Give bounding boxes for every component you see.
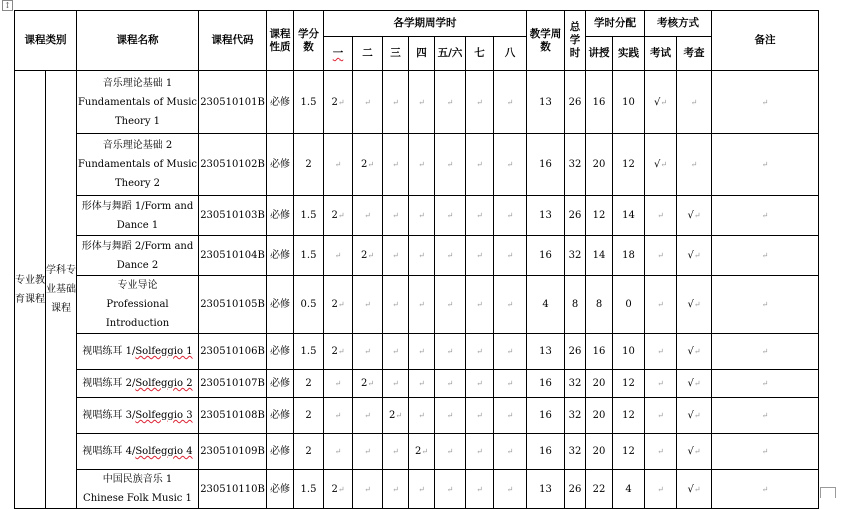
- teaching-weeks-cell: 16: [527, 434, 565, 470]
- semester-hours-cell: ↵: [466, 276, 494, 334]
- semester-hours-cell: ↵: [494, 276, 527, 334]
- check-cell: √↵: [677, 334, 712, 370]
- credits-cell: 1.5: [294, 470, 324, 509]
- header-assessment: 考核方式: [645, 11, 712, 37]
- header-hours-split: 学时分配: [586, 11, 645, 37]
- semester-hours-cell: ↵: [435, 370, 466, 398]
- check-cell: ↵: [677, 71, 712, 134]
- semester-hours-cell: ↵: [435, 134, 466, 196]
- semester-hours-cell: ↵: [435, 236, 466, 276]
- credits-cell: 1.5: [294, 71, 324, 134]
- semester-hours-cell: ↵: [409, 370, 435, 398]
- semester-hours-cell: ↵: [383, 236, 409, 276]
- remarks-cell: ↵: [712, 398, 819, 434]
- exam-cell: ↵: [645, 334, 677, 370]
- header-practice: 实践: [613, 37, 645, 71]
- semester-hours-cell: ↵: [466, 134, 494, 196]
- total-hours-cell: 32: [565, 370, 586, 398]
- semester-hours-cell: 2↵: [383, 398, 409, 434]
- semester-hours-cell: ↵: [353, 398, 383, 434]
- semester-hours-cell: ↵: [383, 434, 409, 470]
- semester-hours-cell: 2↵: [324, 470, 353, 509]
- semester-hours-cell: ↵: [409, 470, 435, 509]
- check-cell: √↵: [677, 370, 712, 398]
- semester-hours-cell: 2↵: [324, 71, 353, 134]
- total-hours-cell: 32: [565, 434, 586, 470]
- semester-hours-cell: ↵: [435, 71, 466, 134]
- semester-hours-cell: ↵: [466, 398, 494, 434]
- remarks-cell: ↵: [712, 434, 819, 470]
- exam-cell: ↵: [645, 370, 677, 398]
- lecture-hours-cell: 16: [586, 334, 613, 370]
- credits-cell: 0.5: [294, 276, 324, 334]
- exam-cell: ↵: [645, 276, 677, 334]
- semester-hours-cell: ↵: [494, 370, 527, 398]
- header-exam: 考试: [645, 37, 677, 71]
- course-name-cell: 视唱练耳 1/Solfeggio 1: [77, 334, 199, 370]
- header-lecture: 讲授: [586, 37, 613, 71]
- course-name-cell: 视唱练耳 4/Solfeggio 4: [77, 434, 199, 470]
- header-semester-3: 三: [383, 37, 409, 71]
- semester-hours-cell: ↵: [435, 434, 466, 470]
- teaching-weeks-cell: 16: [527, 236, 565, 276]
- lecture-hours-cell: 20: [586, 434, 613, 470]
- remarks-cell: ↵: [712, 334, 819, 370]
- semester-hours-cell: ↵: [466, 434, 494, 470]
- page-corner-mark: [820, 487, 836, 498]
- anchor-icon[interactable]: ↕: [2, 0, 13, 11]
- semester-hours-cell: ↵: [324, 370, 353, 398]
- curriculum-table: [14, 10, 819, 509]
- header-semester-5-6: 五/六: [435, 37, 466, 71]
- teaching-weeks-cell: 13: [527, 71, 565, 134]
- teaching-weeks-cell: 4: [527, 276, 565, 334]
- practice-hours-cell: 12: [613, 370, 645, 398]
- lecture-hours-cell: 22: [586, 470, 613, 509]
- practice-hours-cell: 4: [613, 470, 645, 509]
- course-code-cell: 230510107B: [199, 370, 267, 398]
- teaching-weeks-cell: 13: [527, 334, 565, 370]
- semester-hours-cell: ↵: [324, 398, 353, 434]
- semester-hours-cell: ↵: [383, 196, 409, 236]
- semester-hours-cell: ↵: [466, 334, 494, 370]
- table-row: [15, 196, 819, 236]
- total-hours-cell: 26: [565, 334, 586, 370]
- total-hours-cell: 26: [565, 196, 586, 236]
- credits-cell: 2: [294, 398, 324, 434]
- header-course-type: 课程性质: [267, 11, 294, 71]
- credits-cell: 2: [294, 134, 324, 196]
- lecture-hours-cell: 20: [586, 398, 613, 434]
- course-code-cell: 230510104B: [199, 236, 267, 276]
- course-type-cell: 必修: [267, 398, 294, 434]
- semester-hours-cell: ↵: [494, 236, 527, 276]
- course-code-cell: 230510102B: [199, 134, 267, 196]
- practice-hours-cell: 18: [613, 236, 645, 276]
- semester-hours-cell: ↵: [353, 470, 383, 509]
- semester-hours-cell: 2↵: [353, 236, 383, 276]
- semester-hours-cell: ↵: [466, 71, 494, 134]
- semester-hours-cell: ↵: [383, 470, 409, 509]
- header-teaching-weeks: 教学周数: [527, 11, 565, 71]
- teaching-weeks-cell: 13: [527, 470, 565, 509]
- semester-hours-cell: ↵: [409, 276, 435, 334]
- exam-cell: ↵: [645, 236, 677, 276]
- header-total-hours: 总学时: [565, 11, 586, 71]
- table-row: [15, 276, 819, 334]
- table-row: [15, 370, 819, 398]
- semester-hours-cell: ↵: [494, 434, 527, 470]
- semester-hours-cell: ↵: [494, 334, 527, 370]
- remarks-cell: ↵: [712, 236, 819, 276]
- course-name-cell: 专业导论 Professional Introduction: [77, 276, 199, 334]
- semester-hours-cell: ↵: [494, 134, 527, 196]
- header-check: 考查: [677, 37, 712, 71]
- remarks-cell: ↵: [712, 470, 819, 509]
- lecture-hours-cell: 14: [586, 236, 613, 276]
- table-row: [15, 236, 819, 276]
- header-semester-1: 一: [324, 37, 353, 71]
- exam-cell: √↵: [645, 71, 677, 134]
- total-hours-cell: 32: [565, 134, 586, 196]
- check-cell: √↵: [677, 470, 712, 509]
- exam-cell: ↵: [645, 398, 677, 434]
- course-code-cell: 230510103B: [199, 196, 267, 236]
- check-cell: ↵: [677, 134, 712, 196]
- semester-hours-cell: ↵: [435, 334, 466, 370]
- practice-hours-cell: 0: [613, 276, 645, 334]
- credits-cell: 2: [294, 434, 324, 470]
- semester-hours-cell: 2↵: [324, 196, 353, 236]
- credits-cell: 1.5: [294, 334, 324, 370]
- semester-hours-cell: ↵: [494, 398, 527, 434]
- semester-hours-cell: ↵: [409, 196, 435, 236]
- semester-hours-cell: ↵: [435, 470, 466, 509]
- header-semester-2: 二: [353, 37, 383, 71]
- exam-cell: √↵: [645, 134, 677, 196]
- semester-hours-cell: ↵: [353, 334, 383, 370]
- semester-hours-cell: ↵: [383, 334, 409, 370]
- header-course-code: 课程代码: [199, 11, 267, 71]
- header-semester-4: 四: [409, 37, 435, 71]
- semester-hours-cell: ↵: [466, 196, 494, 236]
- semester-hours-cell: ↵: [383, 71, 409, 134]
- course-type-cell: 必修: [267, 334, 294, 370]
- course-code-cell: 230510110B: [199, 470, 267, 509]
- semester-hours-cell: 2↵: [353, 370, 383, 398]
- semester-hours-cell: ↵: [383, 134, 409, 196]
- teaching-weeks-cell: 16: [527, 134, 565, 196]
- check-cell: √↵: [677, 434, 712, 470]
- table-row: [15, 434, 819, 470]
- course-code-cell: 230510105B: [199, 276, 267, 334]
- remarks-cell: ↵: [712, 276, 819, 334]
- practice-hours-cell: 12: [613, 398, 645, 434]
- course-code-cell: 230510101B: [199, 71, 267, 134]
- semester-hours-cell: ↵: [324, 134, 353, 196]
- course-type-cell: 必修: [267, 134, 294, 196]
- course-type-cell: 必修: [267, 236, 294, 276]
- remarks-cell: ↵: [712, 370, 819, 398]
- remarks-cell: ↵: [712, 134, 819, 196]
- credits-cell: 2: [294, 370, 324, 398]
- teaching-weeks-cell: 16: [527, 398, 565, 434]
- semester-hours-cell: ↵: [383, 276, 409, 334]
- course-type-cell: 必修: [267, 71, 294, 134]
- check-cell: √↵: [677, 236, 712, 276]
- semester-hours-cell: ↵: [409, 236, 435, 276]
- lecture-hours-cell: 12: [586, 196, 613, 236]
- total-hours-cell: 26: [565, 71, 586, 134]
- semester-hours-cell: ↵: [353, 276, 383, 334]
- table-row: [15, 134, 819, 196]
- semester-hours-cell: ↵: [353, 196, 383, 236]
- semester-hours-cell: 2↵: [324, 276, 353, 334]
- exam-cell: ↵: [645, 196, 677, 236]
- semester-hours-cell: ↵: [494, 71, 527, 134]
- semester-hours-cell: ↵: [324, 434, 353, 470]
- header-semester-8: 八: [494, 37, 527, 71]
- semester-hours-cell: ↵: [409, 398, 435, 434]
- semester-hours-cell: ↵: [435, 398, 466, 434]
- lecture-hours-cell: 20: [586, 370, 613, 398]
- category-main-cell: 专业教育课程: [15, 71, 46, 509]
- practice-hours-cell: 12: [613, 134, 645, 196]
- course-type-cell: 必修: [267, 276, 294, 334]
- semester-hours-cell: ↵: [353, 71, 383, 134]
- exam-cell: ↵: [645, 470, 677, 509]
- table-row: [15, 470, 819, 509]
- header-remarks: 备注: [712, 11, 819, 71]
- lecture-hours-cell: 8: [586, 276, 613, 334]
- lecture-hours-cell: 16: [586, 71, 613, 134]
- remarks-cell: ↵: [712, 71, 819, 134]
- course-code-cell: 230510109B: [199, 434, 267, 470]
- teaching-weeks-cell: 13: [527, 196, 565, 236]
- course-type-cell: 必修: [267, 196, 294, 236]
- exam-cell: ↵: [645, 434, 677, 470]
- header-course-name: 课程名称: [77, 11, 199, 71]
- semester-hours-cell: ↵: [324, 236, 353, 276]
- practice-hours-cell: 10: [613, 71, 645, 134]
- table-row: [15, 71, 819, 134]
- check-cell: √↵: [677, 398, 712, 434]
- course-type-cell: 必修: [267, 434, 294, 470]
- semester-hours-cell: 2↵: [324, 334, 353, 370]
- semester-hours-cell: ↵: [466, 370, 494, 398]
- course-name-cell: 视唱练耳 3/Solfeggio 3: [77, 398, 199, 434]
- semester-hours-cell: 2↵: [353, 134, 383, 196]
- semester-hours-cell: ↵: [466, 470, 494, 509]
- header-semester-hours: 各学期周学时: [324, 11, 527, 37]
- credits-cell: 1.5: [294, 236, 324, 276]
- practice-hours-cell: 10: [613, 334, 645, 370]
- semester-hours-cell: ↵: [409, 134, 435, 196]
- total-hours-cell: 32: [565, 236, 586, 276]
- semester-hours-cell: 2↵: [409, 434, 435, 470]
- course-name-cell: 音乐理论基础 2 Fundamentals of Music Theory 2: [77, 134, 199, 196]
- semester-hours-cell: ↵: [494, 470, 527, 509]
- header-semester-7: 七: [466, 37, 494, 71]
- course-name-cell: 形体与舞蹈 1/Form and Dance 1: [77, 196, 199, 236]
- course-type-cell: 必修: [267, 470, 294, 509]
- semester-hours-cell: ↵: [435, 276, 466, 334]
- header-credits: 学分数: [294, 11, 324, 71]
- semester-hours-cell: ↵: [409, 71, 435, 134]
- category-sub-cell: 学科专业基础课程: [46, 71, 77, 509]
- course-name-cell: 视唱练耳 2/Solfeggio 2: [77, 370, 199, 398]
- semester-hours-cell: ↵: [435, 196, 466, 236]
- practice-hours-cell: 14: [613, 196, 645, 236]
- credits-cell: 1.5: [294, 196, 324, 236]
- teaching-weeks-cell: 16: [527, 370, 565, 398]
- total-hours-cell: 8: [565, 276, 586, 334]
- course-name-cell: 音乐理论基础 1 Fundamentals of Music Theory 1: [77, 71, 199, 134]
- semester-hours-cell: ↵: [466, 236, 494, 276]
- semester-hours-cell: ↵: [494, 196, 527, 236]
- practice-hours-cell: 12: [613, 434, 645, 470]
- course-type-cell: 必修: [267, 370, 294, 398]
- course-code-cell: 230510108B: [199, 398, 267, 434]
- semester-hours-cell: ↵: [383, 370, 409, 398]
- table-row: [15, 398, 819, 434]
- remarks-cell: ↵: [712, 196, 819, 236]
- lecture-hours-cell: 20: [586, 134, 613, 196]
- table-row: [15, 334, 819, 370]
- check-cell: √↵: [677, 276, 712, 334]
- total-hours-cell: 32: [565, 398, 586, 434]
- header-category: 课程类别: [15, 11, 77, 71]
- total-hours-cell: 26: [565, 470, 586, 509]
- course-code-cell: 230510106B: [199, 334, 267, 370]
- semester-hours-cell: ↵: [353, 434, 383, 470]
- course-name-cell: 中国民族音乐 1 Chinese Folk Music 1: [77, 470, 199, 509]
- course-name-cell: 形体与舞蹈 2/Form and Dance 2: [77, 236, 199, 276]
- semester-hours-cell: ↵: [409, 334, 435, 370]
- check-cell: √↵: [677, 196, 712, 236]
